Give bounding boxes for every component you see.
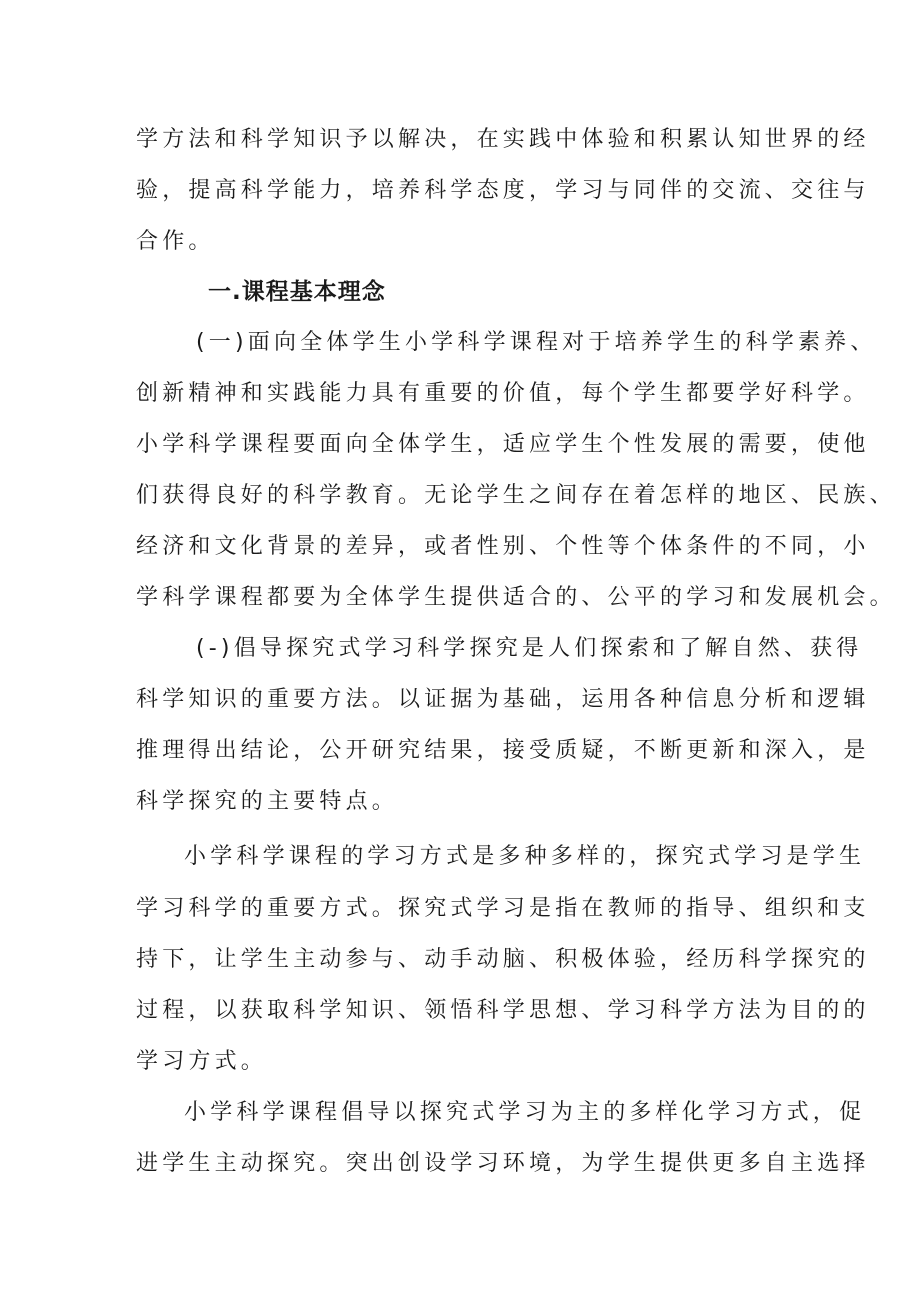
para3-line-1: 小学科学课程的学习方式是多种多样的，探究式学习是学生 [184, 844, 866, 869]
para4-line-1: 小学科学课程倡导以探究式学习为主的多样化学习方式，促 [184, 1100, 866, 1125]
para2-line-2: 科学知识的重要方法。以证据为基础，运用各种信息分析和逻辑 [136, 687, 870, 712]
para4-line-2: 进学生主动探究。突出创设学习环境，为学生提供更多自主选择 [136, 1151, 870, 1176]
para1-line-5: 经济和文化背景的差异，或者性别、个性等个体条件的不同，小 [136, 534, 870, 559]
para1-line-6: 学科学课程都要为全体学生提供适合的、公平的学习和发展机会。 [136, 585, 896, 610]
para3-line-5: 学习方式。 [136, 1049, 268, 1074]
para1-line-3: 小学科学课程要面向全体学生，适应学生个性发展的需要，使他 [136, 432, 870, 457]
para2-line-3: 推理得出结论，公开研究结果，接受质疑，不断更新和深入，是 [136, 738, 870, 763]
para2-line-1: (-)倡导探究式学习科学探究是人们探索和了解自然、获得 [196, 636, 863, 661]
section-heading: 一.课程基本理念 [208, 279, 386, 305]
para1-line-1: (一)面向全体学生小学科学课程对于培养学生的科学素养、 [196, 330, 877, 355]
intro-line-2: 验，提高科学能力，培养科学态度，学习与同伴的交流、交往与 [136, 178, 870, 203]
para1-line-2: 创新精神和实践能力具有重要的价值，每个学生都要学好科学。 [136, 381, 870, 406]
intro-line-1: 学方法和科学知识予以解决，在实践中体验和积累认知世界的经 [136, 127, 870, 152]
para3-line-3: 持下，让学生主动参与、动手动脑、积极体验，经历科学探究的 [136, 947, 870, 972]
para1-line-4: 们获得良好的科学教育。无论学生之间存在着怎样的地区、民族、 [136, 483, 896, 508]
intro-line-3: 合作。 [136, 229, 215, 254]
para3-line-4: 过程，以获取科学知识、领悟科学思想、学习科学方法为目的的 [136, 998, 870, 1023]
para3-line-2: 学习科学的重要方式。探究式学习是指在教师的指导、组织和支 [136, 896, 870, 921]
para2-line-4: 科学探究的主要特点。 [136, 789, 399, 814]
